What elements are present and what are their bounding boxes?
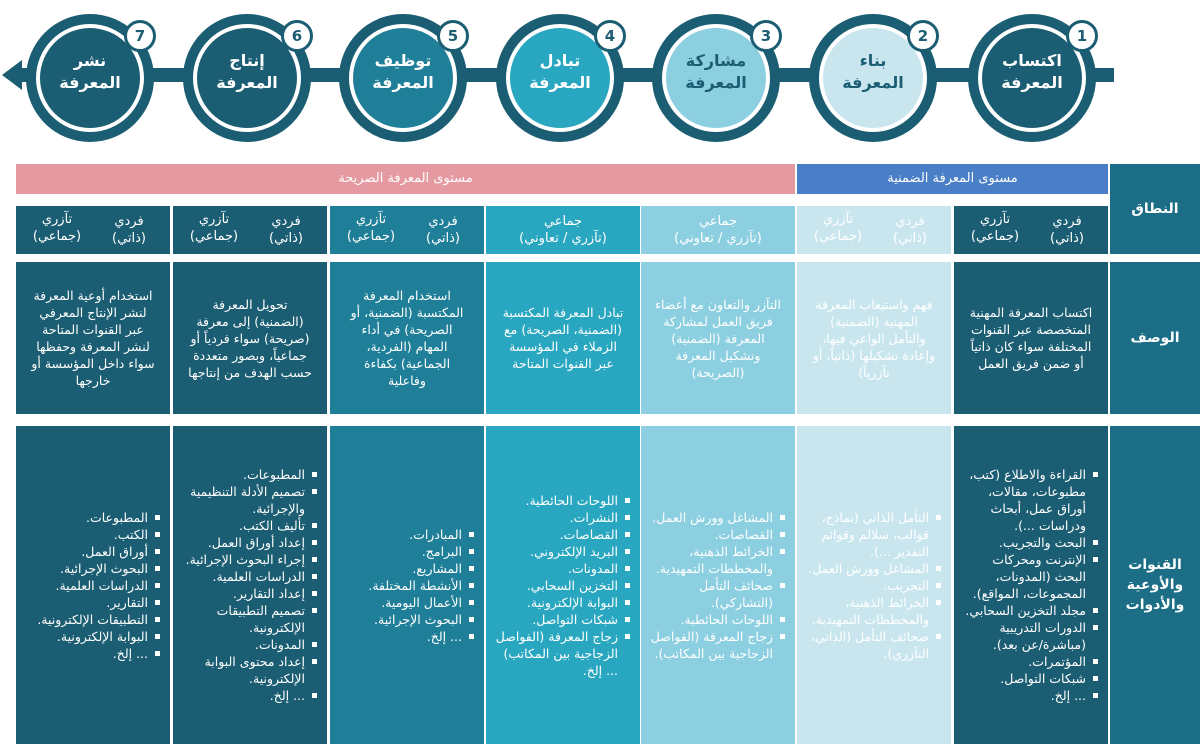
tools-list-item: ... إلخ. (960, 687, 1086, 704)
stage-2-number-badge: 2 (907, 20, 939, 52)
scope-collaborative-sub: (جماعي) (970, 229, 1020, 244)
scope-individual (875, 213, 945, 247)
tools-list-item: التطبيقات الإلكترونية. (37, 611, 148, 627)
scope-collaborative (336, 211, 406, 245)
scope-collaborative-sub: (جماعي) (813, 229, 863, 244)
scope-collaborative-title: تآزري (41, 212, 73, 227)
row-head-scope (1110, 164, 1200, 254)
description-cell-7 (16, 262, 170, 414)
description-cell-3 (641, 262, 795, 414)
scope-cell-7 (16, 206, 170, 254)
scope-individual (1032, 213, 1102, 247)
tools-list (486, 492, 640, 679)
tools-list (641, 509, 795, 662)
explicit-level-bar: مستوى المعرفة الصريحة (16, 164, 795, 194)
tools-list (362, 526, 484, 645)
row-head-scope-label: النطاق (1131, 201, 1179, 217)
tacit-level-bar: مستوى المعرفة الضمنية (797, 164, 1108, 194)
stage-2-line1: بناء (859, 51, 887, 70)
tools-cell-7 (16, 426, 170, 744)
tools-list-item: المطبوعات. (179, 466, 305, 483)
tools-list-item: أوراق العمل. (37, 543, 148, 560)
tools-list-item: التجريب. (803, 577, 929, 594)
tools-list-item: تصميم التطبيقات الإلكترونية. (179, 602, 305, 636)
scope-individual-title: فردي (1052, 214, 1082, 229)
tools-cell-1 (954, 426, 1108, 744)
scope-individual-title: فردي (895, 214, 925, 229)
scope-cell-3 (641, 206, 795, 254)
tools-list-item: زجاج المعرفة (الفواصل الزجاجية بين المكاتب) ... إلخ. (492, 628, 618, 679)
tools-list-item: اللوحات الحائطية. (647, 611, 773, 628)
stage-6-number-badge: 6 (281, 20, 313, 52)
scope-collaborative-sub: (جماعي) (189, 229, 239, 244)
description-cell-6 (173, 262, 327, 414)
tools-list-item: صحائف التأمل (الذاتي، التآزري). (803, 628, 929, 662)
tools-list-item: البوابة الإلكترونية. (37, 628, 148, 645)
tools-list-item: التأمل الذاتي (نماذج، قوالب، سلالم وقوائم التقدير ...). (803, 509, 929, 560)
tools-list-item: الكتب. (37, 526, 148, 543)
tools-list-item: الإنترنت ومحركات البحث (المدونات، المجموعات، المواقع). (960, 551, 1086, 602)
tools-list-item: التخزين السحابي. (492, 577, 618, 594)
tools-list-item: الخرائط الذهنية، والمخططات التمهيدية. (647, 543, 773, 577)
stage-7-line1: نشر (73, 51, 107, 70)
description-text: تحويل المعرفة (الضمنية) إلى معرفة (صريحة) سواء فردياً أو جماعياً، وبصور متعددة حسب الهدف من إنتاجها (188, 296, 312, 380)
scope-collaborative (803, 211, 873, 245)
scope-individual-sub: (ذاتي) (269, 231, 303, 246)
stage-7-number-badge: 7 (124, 20, 156, 52)
tools-list (797, 509, 951, 662)
tools-list-item: الأنشطة المختلفة. (368, 577, 462, 593)
stage-6-line1: إنتاج (229, 51, 265, 70)
description-text: التآزر والتعاون مع أعضاء فريق العمل لمشاركة المعرفة (الضمنية) وتشكيل المعرفة (الصريحة) (655, 296, 781, 380)
description-cell-4 (486, 262, 640, 414)
scope-collaborative-title: تآزري (822, 212, 854, 227)
tools-list-item: شبكات التواصل. (492, 611, 618, 628)
tools-list-item: صحائف التأمل (التشاركي). (647, 577, 773, 611)
tools-list-item: المشاغل وورش العمل. (803, 560, 929, 577)
stage-4-label (514, 50, 606, 94)
description-cell-2 (797, 262, 951, 414)
stage-5-label (357, 50, 449, 94)
description-cell-1 (954, 262, 1108, 414)
description-cell-5 (330, 262, 484, 414)
stage-7-label (44, 50, 136, 94)
tools-list-item: مجلد التخزين السحابي. (960, 602, 1086, 619)
stage-4-line1: تبادل (539, 51, 581, 70)
tools-list-item: البريد الإلكتروني. (492, 543, 618, 560)
scope-collaborative (179, 211, 249, 245)
tools-cell-5 (330, 426, 484, 744)
scope-collaborative-title: تآزري (355, 212, 387, 227)
tools-list-item: البرامج. (368, 543, 462, 560)
stage-5-line1: توظيف (374, 51, 432, 70)
stage-1-label (986, 50, 1078, 94)
tools-list-item: البوابة الإلكترونية. (492, 594, 618, 611)
scope-collaborative (22, 211, 92, 245)
stage-4-number-badge: 4 (594, 20, 626, 52)
stage-2-label (827, 50, 919, 94)
stage-1-line2: المعرفة (1001, 73, 1063, 92)
tools-list-item: المؤتمرات. (960, 653, 1086, 670)
tools-list (31, 509, 170, 662)
tools-list-item: شبكات التواصل. (960, 670, 1086, 687)
scope-group-sub: (تآزري / تعاوني) (519, 231, 607, 246)
tools-cell-3 (641, 426, 795, 744)
tools-list-item: القصاصات. (492, 526, 618, 543)
tools-list-item: المدونات. (179, 636, 305, 653)
stage-5-line2: المعرفة (372, 73, 434, 92)
row-head-channels (1110, 426, 1200, 744)
description-text: استخدام أوعية المعرفة لنشر الإنتاج المعرفي عبر القنوات المتاحة لنشر المعرفة وحفظها سواء داخل المؤسسة أو خارجها (31, 288, 155, 388)
tools-list-item: القصاصات. (647, 526, 773, 543)
row-head-channels-label: القنوات والأوعية والأدوات (1125, 557, 1185, 613)
tools-list-item: البحوث الإجرائية. (37, 560, 148, 577)
tools-list-item: ... إلخ. (37, 645, 148, 662)
scope-individual-sub: (ذاتي) (893, 231, 927, 246)
description-text: فهم واستيعاب المعرفة المهنية (الضمنية) والتأمل الواعي فيها، وإعادة تشكيلها (ذاتياً، أو تآزرياً) (812, 296, 936, 380)
tools-list-item: البحث والتجريب. (960, 534, 1086, 551)
tools-list-item: النشرات. (492, 509, 618, 526)
scope-individual (408, 213, 478, 247)
stage-3-label (670, 50, 762, 94)
scope-collaborative-sub: (جماعي) (32, 229, 82, 244)
tools-list-item: الأعمال اليومية. (368, 594, 462, 611)
tools-list-item: إعداد محتوى البوابة الإلكترونية. (179, 653, 305, 687)
scope-group-title: جماعي (543, 214, 583, 229)
tools-cell-2 (797, 426, 951, 744)
tools-list-item: المطبوعات. (37, 509, 148, 526)
stage-2-line2: المعرفة (842, 73, 904, 92)
stage-6-line2: المعرفة (216, 73, 278, 92)
row-head-description (1110, 262, 1200, 414)
tools-list-item: البحوث الإجرائية. (368, 611, 462, 628)
stage-7-line2: المعرفة (59, 73, 121, 92)
scope-individual (251, 213, 321, 247)
stage-1-number-badge: 1 (1066, 20, 1098, 52)
scope-cell-5 (330, 206, 484, 254)
scope-individual-sub: (ذاتي) (1050, 231, 1084, 246)
tools-list-item: ... إلخ. (179, 687, 305, 704)
tools-list-item: المشاريع. (368, 560, 462, 577)
scope-cell-1 (954, 206, 1108, 254)
scope-group-title: جماعي (698, 214, 738, 229)
stage-4-line2: المعرفة (529, 73, 591, 92)
tools-cell-4 (486, 426, 640, 744)
row-head-description-label: الوصف (1130, 330, 1180, 346)
scope-individual-sub: (ذاتي) (426, 231, 460, 246)
tools-list-item: إعداد التقارير. (179, 585, 305, 602)
connector-arrow-head-icon (2, 60, 22, 90)
stage-3-number-badge: 3 (750, 20, 782, 52)
scope-cell-4 (486, 206, 640, 254)
stage-3-line1: مشاركة (685, 51, 747, 70)
tools-list-item: الدراسات العلمية. (37, 577, 148, 594)
scope-cell-6 (173, 206, 327, 254)
stage-3-line2: المعرفة (685, 73, 747, 92)
tools-cell-6 (173, 426, 327, 744)
tools-list-item: ... إلخ. (368, 628, 462, 645)
stage-6-label (201, 50, 293, 94)
tools-list-item: المدونات. (492, 560, 618, 577)
tools-list-item: تصميم الأدلة التنظيمية والإجرائية. (179, 483, 305, 517)
scope-collaborative-title: تآزري (979, 212, 1011, 227)
scope-group (641, 213, 795, 247)
tools-list-item: إعداد أوراق العمل. (179, 534, 305, 551)
tools-list-item: المبادرات. (368, 526, 462, 543)
tools-list-item: الدراسات العلمية. (179, 568, 305, 585)
tools-list-item: القراءة والاطلاع (كتب، مطبوعات، مقالات، أوراق عمل، أبحاث ودراسات ...). (960, 466, 1086, 534)
scope-collaborative-title: تآزري (198, 212, 230, 227)
scope-individual-sub: (ذاتي) (112, 231, 146, 246)
tools-list-item: إجراء البحوث الإجرائية. (179, 551, 305, 568)
description-text: تبادل المعرفة المكتسبة (الضمنية، الصريحة) مع الزملاء في المؤسسة عبر القنوات المتاحة (502, 305, 624, 371)
tools-list (954, 466, 1108, 704)
stage-5-number-badge: 5 (437, 20, 469, 52)
scope-cell-2 (797, 206, 951, 254)
scope-individual (94, 213, 164, 247)
tools-list-item: زجاج المعرفة (الفواصل الزجاجية بين المكاتب). (647, 628, 773, 662)
scope-collaborative (960, 211, 1030, 245)
tools-list-item: المشاغل وورش العمل. (647, 509, 773, 526)
description-text: استخدام المعرفة المكتسبة (الضمنية، أو الصريحة) في أداء المهام (الفردية، الجماعية) بكفاءة وفاعلية (350, 288, 464, 388)
scope-individual-title: فردي (114, 214, 144, 229)
tools-list-item: تأليف الكتب. (179, 517, 305, 534)
scope-collaborative-sub: (جماعي) (346, 229, 396, 244)
tools-list-item: التقارير. (37, 594, 148, 611)
scope-individual-title: فردي (271, 214, 301, 229)
tools-list-item: الدورات التدريبية (مباشرة/عن بعد). (960, 619, 1086, 653)
tools-list-item: اللوحات الحائطية. (492, 492, 618, 509)
scope-group (486, 213, 640, 247)
description-text: اكتساب المعرفة المهنية المتخصصة عبر القنوات المختلفة سواء كان ذاتياً أو ضمن فريق العمل (969, 305, 1093, 371)
tools-list (173, 466, 327, 704)
stage-1-line1: اكتساب (1002, 51, 1062, 70)
tools-list-item: الخرائط الذهنية، والمخططات التمهيدية. (803, 594, 929, 628)
scope-individual-title: فردي (428, 214, 458, 229)
scope-group-sub: (تآزري / تعاوني) (674, 231, 762, 246)
